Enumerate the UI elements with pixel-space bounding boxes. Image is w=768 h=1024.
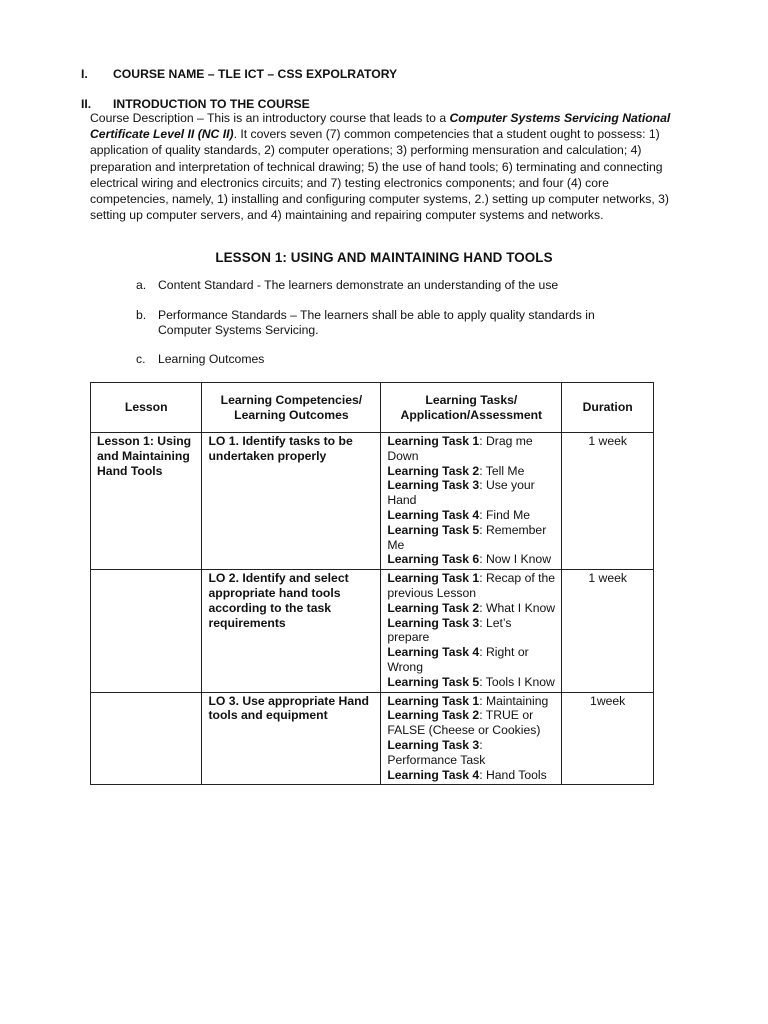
task-item: Learning Task 4: Hand Tools (387, 767, 547, 782)
duration-cell: 1 week (562, 433, 654, 570)
description-lead: Course Description – This is an introductory course that leads to a (90, 111, 450, 125)
learning-outcome-cell: LO 1. Identify tasks to be undertaken properly (202, 433, 381, 570)
list-text: Learning Outcomes (158, 352, 265, 366)
lesson-cell (91, 692, 202, 785)
section-heading: COURSE NAME – TLE ICT – CSS EXPOLRATORY (113, 67, 398, 81)
task-item: Learning Task 1: Maintaining (387, 693, 549, 708)
task-item: Learning Task 3: Use your Hand (387, 478, 535, 508)
table-header-row (91, 383, 654, 433)
section-numeral: I. (81, 67, 88, 81)
list-marker: b. (136, 308, 147, 322)
learning-outcome-cell: LO 3. Use appropriate Hand tools and equipment (202, 692, 381, 785)
header-tasks: Learning Tasks/ Application/Assessment (381, 383, 562, 433)
list-marker: a. (136, 278, 147, 292)
list-marker: c. (136, 352, 146, 366)
section-heading: INTRODUCTION TO THE COURSE (113, 97, 310, 111)
description-body: . It covers seven (7) common competencies that a student ought to possess: 1) application of quality standards, 2) computer operations; 3) performing mensuration and calculation; 4) preparation and interpretation of technical drawing; 5) the use of hand tools; 6) terminating and connecting electrical wiring and electronics circuits; and 7) testing electronics components; and four (4) core competencies, namely, 1) installing and configuring computer systems, 2.) setting up computer networks, 3) setting up computer servers, and 4) maintaining and repairing computer systems and networks. (90, 127, 669, 223)
table-row (91, 570, 654, 692)
task-item: Learning Task 3: Let’s prepare (387, 615, 512, 645)
section-course-name (81, 67, 397, 81)
certificate-name: Computer Systems Servicing National Certificate Level II (NC II) (90, 111, 671, 142)
lesson-cell: Lesson 1: Using and Maintaining Hand Tools (91, 433, 202, 570)
task-item: Learning Task 2: TRUE or FALSE (Cheese or Cookies) (387, 708, 541, 738)
section-numeral: II. (81, 97, 92, 111)
learning-tasks-cell (381, 570, 562, 692)
task-item: Learning Task 1: Drag me Down (387, 434, 533, 463)
learning-tasks-cell (381, 433, 562, 570)
list-item-performance-standards (136, 308, 628, 338)
learning-outcome-cell: LO 2. Identify and select appropriate hand tools according to the task requirements (202, 570, 381, 692)
duration-cell: 1 week (562, 570, 654, 692)
header-lesson: Lesson (91, 383, 202, 433)
task-item: Learning Task 4: Find Me (387, 507, 531, 522)
section-introduction (81, 97, 310, 111)
task-item: Learning Task 5: Tools I Know (387, 674, 555, 689)
task-item: Learning Task 3: Performance Task (387, 737, 486, 767)
lesson-title: LESSON 1: USING AND MAINTAINING HAND TOOLS (215, 250, 553, 265)
task-item: Learning Task 6: Now I Know (387, 552, 552, 567)
task-item: Learning Task 4: Right or Wrong (387, 645, 529, 674)
learning-tasks-cell (381, 692, 562, 785)
task-item: Learning Task 2: Tell Me (387, 463, 525, 478)
course-description (90, 110, 680, 223)
duration-cell: 1week (562, 692, 654, 785)
list-item-learning-outcomes (136, 352, 628, 367)
task-item: Learning Task 5: Remember Me (387, 522, 547, 552)
lesson-cell (91, 570, 202, 692)
task-item: Learning Task 1: Recap of the previous Lesson (387, 571, 556, 600)
header-competencies: Learning Competencies/ Learning Outcomes (202, 383, 381, 433)
list-text: Performance Standards – The learners shall be able to apply quality standards in Computer Systems Servicing. (158, 308, 595, 337)
learning-plan-table (90, 382, 654, 785)
list-text: Content Standard - The learners demonstrate an understanding of the use (158, 278, 559, 292)
header-duration: Duration (562, 383, 654, 433)
list-item-content-standard (136, 278, 628, 293)
table-row (91, 692, 654, 785)
task-item: Learning Task 2: What I Know (387, 600, 556, 615)
table-row (91, 433, 654, 570)
